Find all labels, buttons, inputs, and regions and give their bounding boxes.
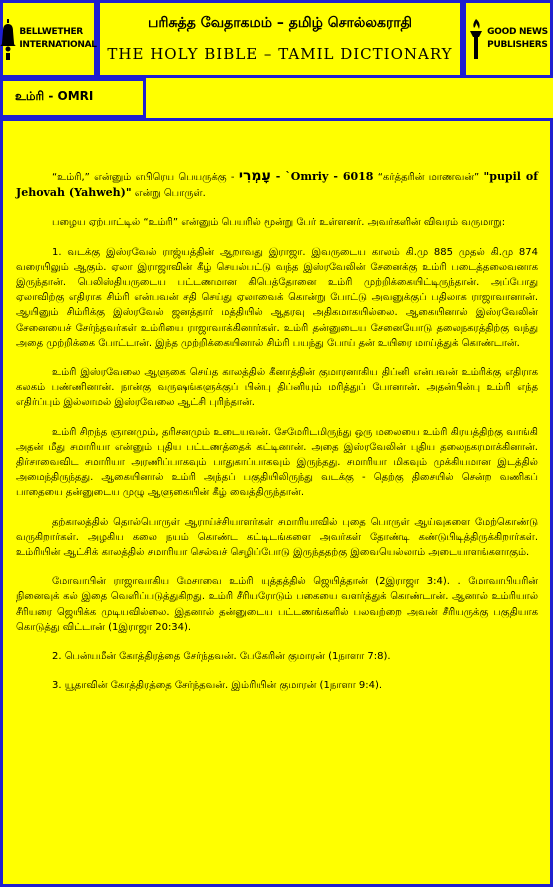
good-news-logo bbox=[466, 3, 550, 75]
title-tamil: பரிசுத்த வேதாகமம் – தமிழ் சொல்லகராதி bbox=[148, 15, 412, 31]
meaning-english: "pupil of Jehovah (Yahweh)" bbox=[16, 170, 538, 200]
title-english: THE HOLY BIBLE – TAMIL DICTIONARY bbox=[107, 45, 453, 63]
good-news-line1: GOOD NEWS bbox=[487, 27, 548, 37]
paragraph-tibni: உம்ரி இஸ்ரவேலை ஆளுகை செய்த காலத்தில் கீனாத்தின் குமாரனாகிய திப்னி என்பவன் உம்ரிக்கு எதிராக கலகம் பண்ணினான். நான்கு வருஷங்களுக்குப் பின்பு திப்னியும் மரித்துப் போனான். அதன்பின்பு உம்ரி எந்த எதிர்ப்பும் இல்லாமல் இஸ்ரவேலை ஆட்சி புரிந்தான். bbox=[16, 367, 538, 409]
paragraph-samaria: உம்ரி சிறந்த ஞானமும், தரிசனமும் உடையவன். சேமேரிடமிருந்து ஒரு மலையை உம்ரி கிரயத்திற்கு வாங்கி அதன் மீது சமாரியா என்னும் புதிய பட்டணத்தைக் கட்டினான். அதை இஸ்ரவேலின் புதிய தலைநகரமாக்கினான். திர்சாவைவிட சமாரியா அரணிப்பாகவும் பாதுகாப்பாகவும் இருந்தது. சமாரியா மிகவும் முக்கியமான இடத்தில் அமைந்திருந்தது. ஆகையினால் உம்ரி அந்தப் பகுதியிலிருந்து வடக்கு - தெற்கு திசையில் சென்ற வணிகப் பாதையை தன்னுடைய முழு ஆளுகையின் கீழ் வைத்திருந்தான். bbox=[16, 426, 538, 499]
hebrew-word: עָמְרִי bbox=[238, 168, 271, 184]
good-news-line2: PUBLISHERS bbox=[487, 40, 548, 50]
paragraph-moab: மோவாபின் ராஜாவாகிய மேசாவை உம்ரி யுத்தத்தில் ஜெயித்தான் (2இராஜா 3:4). . மோவாபியரின் நினைவுக் கல் இதை வெளிப்படுத்துகிறது. உம்ரி சீரியரோடும் பகையை வளர்த்துக் கொண்டான். ஆனால் உம்ரியால் சீரியரை ஜெயிக்க முடியவில்லை. இதனால் தன்னுடைய பட்டணங்களில் பலவற்றை அவன் சீரியருக்கு பகுதியாக கொடுத்து விட்டான் (1இராஜா 20:34). bbox=[16, 576, 538, 633]
article-body bbox=[16, 169, 538, 707]
paragraph-archaeology: தற்காலத்தில் தொல்பொருள் ஆராய்ச்சியாளர்கள் சமாரியாவில் புதை பொருள் ஆய்வுகளை மேற்கொண்டு வருகிறார்கள். அழகிய கலை நயம் கொண்ட கட்டிடங்களை அவர்கள் தோண்டி கண்டுபிடித்திருக்கிறார்கள். உம்ரியின் ஆட்சிக் காலத்தில் சமாரியா செல்வச் செழிப்போடு இருந்ததற்கு இவையெல்லாம் அடையாளங்களாகும். bbox=[16, 516, 538, 559]
paragraph-etymology bbox=[16, 169, 538, 201]
bellwether-logo bbox=[3, 3, 97, 75]
content-box bbox=[0, 118, 553, 887]
paragraph-omri-2: 2. பென்யமீன் கோத்திரத்தை சேர்ந்தவன். பேகேரின் குமாரன் (1நாளா 7:8). bbox=[52, 651, 391, 663]
meaning-tamil: “கர்த்தரின் மாணவன்” bbox=[373, 172, 484, 183]
bellwether-line2: INTERNATIONAL bbox=[19, 40, 97, 50]
bellwether-line1: BELLWETHER bbox=[19, 27, 83, 37]
paragraph-omri-3: 3. யூதாவின் கோத்திரத்தை சேர்ந்தவன். இம்ரியின் குமாரன் (1நாளா 9:4). bbox=[52, 680, 383, 692]
section-box bbox=[0, 78, 146, 118]
torch-icon bbox=[468, 17, 484, 61]
good-news-logo-box bbox=[463, 0, 553, 78]
bellwether-logo-box bbox=[0, 0, 97, 78]
entry-title: உம்ரி - OMRI bbox=[15, 89, 94, 103]
etymology-intro: “உம்ரி,” என்னும் எபிரெய பெயருக்கு - bbox=[52, 172, 239, 183]
paragraph-intro: பழைய ஏற்பாட்டில் “உம்ரி” என்னும் பெயரில் மூன்று பேர் உள்ளனர். அவர்களின் விவரம் வருமாறு: bbox=[52, 217, 506, 229]
paragraph-omri-1: 1. வடக்கு இஸ்ரவேல் ராஜ்யத்தின் ஆறாவது இராஜா. இவருடைய காலம் கி.மு 885 முதல் கி.மு 874 வரையிலும் ஆகும். ஏலா இராஜாவின் கீழ் செயல்பட்டு வந்த இஸ்ரவேலின் சேனைக்கு உம்ரி படைத்தலைவனாக இருந்தான். பெலிஸ்தியருடைய பட்டணமான கிபெத்தோனை உம்ரி முற்றிக்கையிட்டிருந்தான். அப்போது ஏலாவிற்கு எதிராக சிம்ரி என்பவன் சதி செய்து ஏலாவைக் கொன்று போட்டு அவனுக்குப் பதிலாக ராஜாவானான். ஆயினும் சிம்ரிக்கு இஸ்ரவேல் ஜனத்தார் மத்தியில் ஆதரவு அதிகமாகயில்லை. ஆகையினால் இஸ்ரவேலின் சேனையைச் சேர்ந்தவர்கள் உம்ரியை ராஜாவாக்கினார்கள். உம்ரி தன்னுடைய சேனையோடு தலைநகரத்திற்கு வந்து அதை முற்றிக்கை போட்டான். இந்த முற்றிக்கையினால் சிம்ரி பயந்து போய் தன் உயிரை மாய்த்துக் கொண்டான். bbox=[16, 246, 538, 349]
title-box bbox=[97, 0, 463, 78]
strongs-number: - `Omriy - 6018 bbox=[270, 170, 374, 183]
bell-icon bbox=[0, 17, 16, 61]
etymology-end: என்று பொருள். bbox=[131, 188, 206, 200]
